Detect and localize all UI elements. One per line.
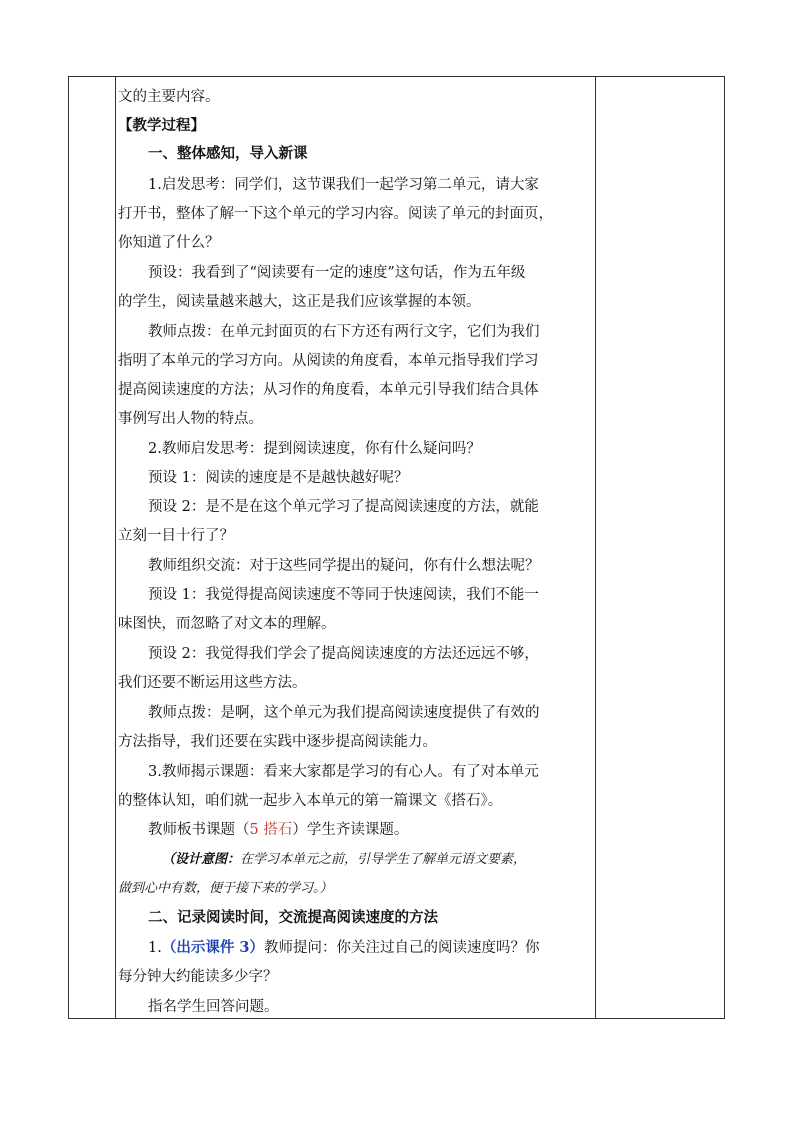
table-divider-right [595,77,596,1018]
text-line: 的整体认知，咱们就一起步入本单元的第一篇课文《搭石》。 [118,793,503,809]
design-intent-text: 在学习本单元之前，引导学生了解单元语文要素， [240,852,527,867]
text-segment: ）学生齐读课题。 [292,822,409,838]
text-line: 我们还要不断运用这些方法。 [118,675,307,691]
design-intent-note [162,850,526,870]
text-line: 教师组织交流：对于这些同学提出的疑问，你有什么想法呢？ [148,558,540,574]
text-line: 预设：我看到了“阅读要有一定的速度”这句话，作为五年级 [148,265,526,281]
text-line-board-title [148,820,408,840]
text-line: 预设 2：是不是在这个单元学习了提高阅读速度的方法，就能 [148,499,539,515]
table-divider-left [115,77,116,1018]
text-line: 方法指导，我们还要在实践中逐步提高阅读能力。 [118,734,437,750]
heading-part-two: 二、记录阅读时间，交流提高阅读速度的方法 [148,909,438,926]
lesson-title-highlight: 5 搭石 [249,822,293,838]
text-line: 味图快，而忽略了对文本的理解。 [118,616,336,632]
text-segment: 1. [148,940,162,956]
design-intent-label: （设计意图： [162,852,241,867]
text-line: 预设 2：我觉得我们学会了提高阅读速度的方法还远远不够， [148,646,539,662]
design-intent-note-cont: 做到心中有数，便于接下来的学习。） [118,881,333,896]
text-line: 指明了本单元的学习方向。从阅读的角度看，本单元指导我们学习 [118,353,539,369]
text-line: 的学生，阅读量越来越大，这正是我们应该掌握的本领。 [118,294,481,310]
text-line: 每分钟大约能读多少字？ [118,969,278,985]
text-line: 1.启发思考：同学们，这节课我们一起学习第二单元，请大家 [148,177,539,193]
text-segment: 教师板书课题（ [148,822,250,838]
text-line: 文的主要内容。 [118,89,220,105]
text-line: 预设 1：阅读的速度是不是越快越好呢？ [148,470,409,486]
text-segment: 教师提问：你关注过自己的阅读速度吗？你 [263,940,540,956]
text-line: 打开书，整体了解一下这个单元的学习内容。阅读了单元的封面页， [118,206,553,222]
text-line-courseware [148,938,539,958]
text-line: 提高阅读速度的方法；从习作的角度看，本单元引导我们结合具体 [118,382,539,398]
text-line: 教师点拨：是啊，这个单元为我们提高阅读速度提供了有效的 [148,705,540,721]
text-line: 2.教师启发思考：提到阅读速度，你有什么疑问吗？ [148,441,481,457]
text-line: 3.教师揭示课题：看来大家都是学习的有心人。有了对本单元 [148,764,539,780]
text-line: 事例写出人物的特点。 [118,411,263,427]
courseware-marker: （出示课件 3） [161,939,264,956]
text-line: 指名学生回答问题。 [148,999,279,1015]
text-line: 你知道了什么？ [118,235,220,251]
text-line: 教师点拨：在单元封面页的右下方还有两行文字，它们为我们 [148,324,540,340]
heading-part-one: 一、整体感知，导入新课 [148,145,308,162]
section-heading-process: 【教学过程】 [118,117,205,134]
text-line: 预设 1：我觉得提高阅读速度不等同于快速阅读，我们不能一 [148,587,539,603]
text-line: 立刻一目十行了？ [118,528,234,544]
